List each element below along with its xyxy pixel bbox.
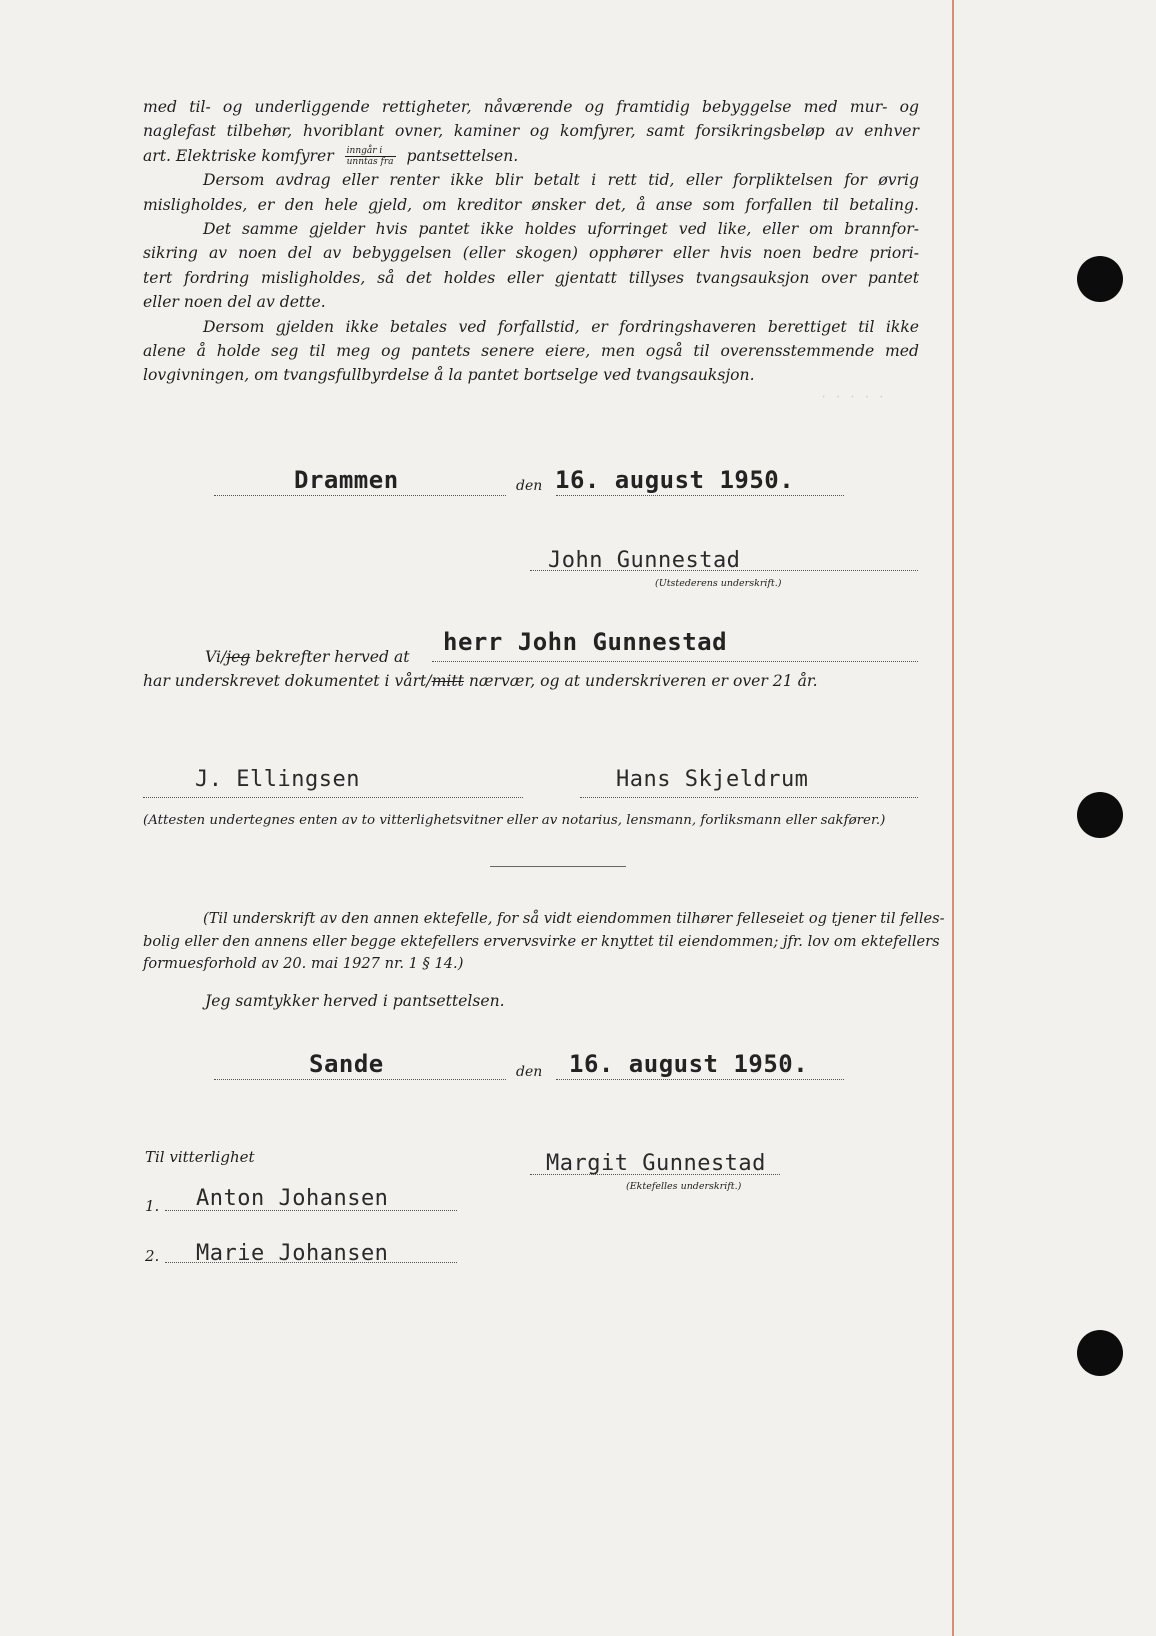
text-line: alene å holde seg til meg og pantets senere eiere, men også til overensstemmende med xyxy=(143,342,919,361)
attested-person: herr John Gunnestad xyxy=(443,628,728,656)
text-fragment: bekrefter herved at xyxy=(255,648,410,666)
fraction-top: inngår i xyxy=(345,146,396,157)
consent-text: Jeg samtykker herved i pantsettelsen. xyxy=(205,992,505,1010)
margin-rule xyxy=(952,0,954,1636)
signature-dotted-line xyxy=(530,1174,780,1175)
spouse-note xyxy=(143,908,945,976)
witness-dotted-line xyxy=(165,1210,457,1211)
attest-line-1 xyxy=(205,648,410,666)
text-line: naglefast tilbehør, hvoriblant ovner, kaminer og komfyrer, samt forsikringsbeløp av enhver xyxy=(143,122,919,141)
divider xyxy=(490,866,626,867)
text-line: med til- og underliggende rettigheter, nåværende og framtidig bebyggelse med mur- og xyxy=(143,98,919,116)
witness-number: 1. xyxy=(145,1197,160,1215)
witness-number: 2. xyxy=(145,1247,160,1265)
date-dotted-line xyxy=(556,495,844,496)
signing-date: 16. august 1950. xyxy=(569,1050,809,1078)
fraction-choice xyxy=(345,146,396,167)
attested-dotted-line xyxy=(432,661,918,662)
text-line: lovgivningen, om tvangsfullbyrdelse å la pantet bortselge ved tvangsauksjon. xyxy=(143,366,755,385)
text-fragment: art. Elektriske komfyrer xyxy=(143,146,334,165)
signing-place: Drammen xyxy=(294,466,399,494)
text-line: Dersom gjelden ikke betales ved forfallstid, er fordringshaveren berettiget til ikke xyxy=(203,317,919,336)
text-fragment: Vi/ xyxy=(205,648,227,666)
witness-heading: Til vitterlighet xyxy=(145,1148,255,1166)
den-label: den xyxy=(516,1064,543,1080)
text-line: sikring av noen del av bebyggelsen (eller skogen) opphører eller hvis noen bedre priori- xyxy=(143,244,919,263)
date-dotted-line xyxy=(556,1079,844,1080)
fraction-bottom: unntas fra xyxy=(346,157,394,168)
note-line: (Til underskrift av den annen ektefelle, for så vidt eiendommen tilhører felleseiet og tjener til felles- xyxy=(203,910,945,927)
signature-caption: (Utstederens underskrift.) xyxy=(655,578,782,589)
witness-dotted-line xyxy=(580,797,918,798)
spouse-signature: Margit Gunnestad xyxy=(546,1151,766,1176)
witness-dotted-line xyxy=(165,1262,457,1263)
attest-caption: (Attesten undertegnes enten av to vitterlighetsvitner eller av notarius, lensmann, forliksmann eller sakfører.) xyxy=(143,813,886,828)
struck-text: mitt xyxy=(431,672,464,690)
punch-hole xyxy=(1077,792,1123,838)
text-line: Det samme gjelder hvis pantet ikke holdes uforringet ved like, eller om brannfor- xyxy=(203,220,919,239)
place-dotted-line xyxy=(214,495,506,496)
witness-signature: Hans Skjeldrum xyxy=(616,767,809,792)
bleed-through-text: · · · · · xyxy=(820,390,886,404)
witness-signature: J. Ellingsen xyxy=(195,767,360,792)
witness-signature: Anton Johansen xyxy=(196,1186,389,1211)
mortgage-terms-text xyxy=(143,95,919,388)
attest-line-2 xyxy=(143,672,818,690)
text-line: misligholdes, er den hele gjeld, om kreditor ønsker det, å anse som forfallen til betaling. xyxy=(143,195,919,214)
text-fragment: har underskrevet dokumentet i vårt/ xyxy=(143,672,432,690)
punch-hole xyxy=(1077,1330,1123,1376)
signing-place: Sande xyxy=(309,1050,384,1078)
text-line: Dersom avdrag eller renter ikke blir betalt i rett tid, eller forpliktelsen for øvrig xyxy=(203,171,919,190)
issuer-signature: John Gunnestad xyxy=(548,548,741,573)
note-line: bolig eller den annens eller begge ektefellers ervervsvirke er knyttet til eiendommen; jfr. lov om ektefellers xyxy=(143,932,940,950)
signature-dotted-line xyxy=(530,570,918,571)
text-fragment: nærvær, og at underskriveren er over 21 år. xyxy=(468,672,818,690)
note-line: formuesforhold av 20. mai 1927 nr. 1 § 14.) xyxy=(143,955,464,972)
witness-dotted-line xyxy=(143,797,523,798)
text-line xyxy=(143,144,919,168)
text-line: tert fordring misligholdes, så det holdes eller gjentatt tillyses tvangsauksjon over pantet xyxy=(143,268,919,287)
text-line: eller noen del av dette. xyxy=(143,293,326,312)
text-fragment: pantsettelsen. xyxy=(406,146,519,165)
struck-text: jeg xyxy=(226,648,251,666)
punch-hole xyxy=(1077,256,1123,302)
signing-date: 16. august 1950. xyxy=(555,466,795,494)
witness-signature: Marie Johansen xyxy=(196,1241,389,1266)
den-label: den xyxy=(516,478,543,494)
signature-caption: (Ektefelles underskrift.) xyxy=(626,1181,742,1192)
place-dotted-line xyxy=(214,1079,506,1080)
